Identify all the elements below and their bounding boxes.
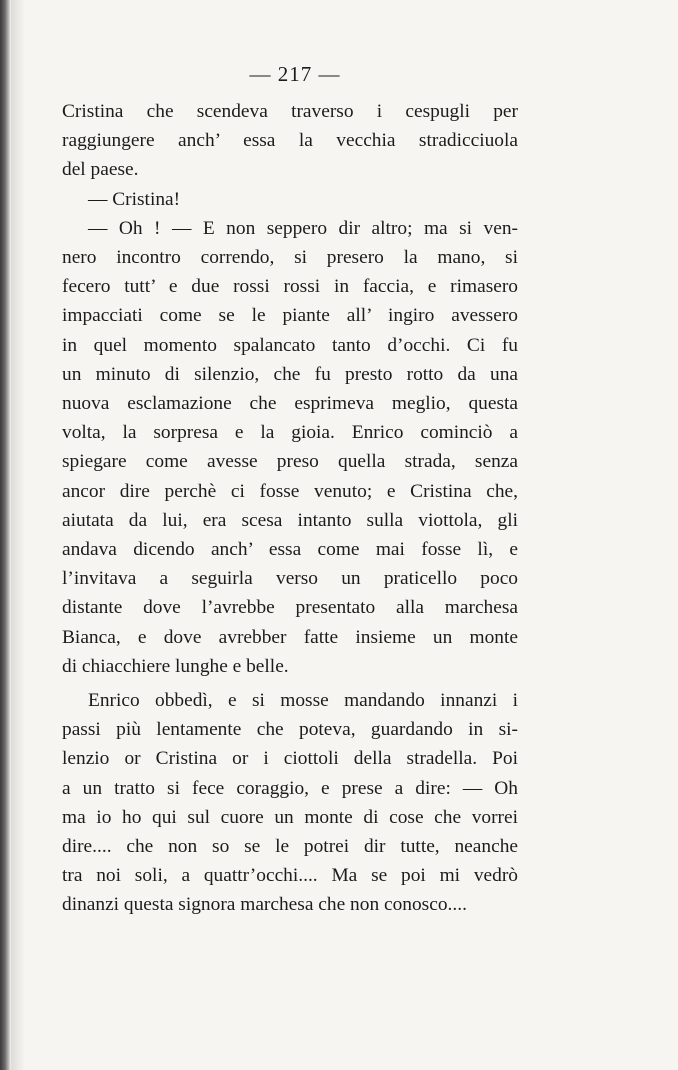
text-line: andava dicendo anch’ essa come mai fosse lì, e xyxy=(62,539,518,561)
text-line: nuova esclamazione che esprimeva meglio, questa xyxy=(62,393,518,415)
book-spine-shadow xyxy=(0,0,11,1070)
text-line: in quel momento spalancato tanto d’occhi. Ci fu xyxy=(62,334,518,356)
text-line: Enrico obbedì, e si mosse mandando innanzi i xyxy=(88,690,518,712)
text-line: Bianca, e dove avrebber fatte insieme un monte xyxy=(62,626,518,648)
text-line: un minuto di silenzio, che fu presto rotto da una xyxy=(62,363,518,385)
text-line: lenzio or Cristina or i ciottoli della stradella. Poi xyxy=(62,748,518,770)
text-line: Cristina che scendeva traverso i cespugli per xyxy=(62,101,518,122)
text-line: passi più lentamente che poteva, guardando in si- xyxy=(62,719,518,741)
page-text xyxy=(62,97,518,920)
text-line: fecero tutt’ e due rossi rossi in faccia, e rimasero xyxy=(62,276,518,298)
text-line: volta, la sorpresa e la gioia. Enrico cominciò a xyxy=(62,422,518,444)
text-line: — Oh ! — E non seppero dir altro; ma si ven- xyxy=(88,217,518,239)
text-line: spiegare come avesse preso quella strada, senza xyxy=(62,451,518,473)
text-line: ancor dire perchè ci fosse venuto; e Cristina che, xyxy=(62,480,518,502)
text-line: del paese. xyxy=(62,159,139,181)
text-line: distante dove l’avrebbe presentato alla marchesa xyxy=(62,597,518,619)
text-line: raggiungere anch’ essa la vecchia stradicciuola xyxy=(62,130,518,152)
gutter-shadow xyxy=(11,0,25,1070)
text-line: di chiacchiere lunghe e belle. xyxy=(62,655,289,677)
text-line: l’invitava a seguirla verso un praticello poco xyxy=(62,568,518,590)
text-line: ma io ho qui sul cuore un monte di cose che vorrei xyxy=(62,806,518,828)
page-number: — 217 — xyxy=(249,62,341,86)
text-line: — Cristina! xyxy=(88,188,181,210)
text-line: nero incontro correndo, si presero la mano, si xyxy=(62,247,518,269)
text-line: tra noi soli, a quattr’occhi.... Ma se poi mi vedrò xyxy=(62,865,518,887)
text-line: dinanzi questa signora marchesa che non conosco.... xyxy=(62,894,467,916)
text-line: aiutata da lui, era scesa intanto sulla viottola, gli xyxy=(62,509,518,531)
text-line: a un tratto si fece coraggio, e prese a dire: — Oh xyxy=(62,777,518,799)
text-line: impacciati come se le piante all’ ingiro avessero xyxy=(62,305,518,327)
text-line: dire.... che non so se le potrei dir tutte, neanche xyxy=(62,836,518,858)
